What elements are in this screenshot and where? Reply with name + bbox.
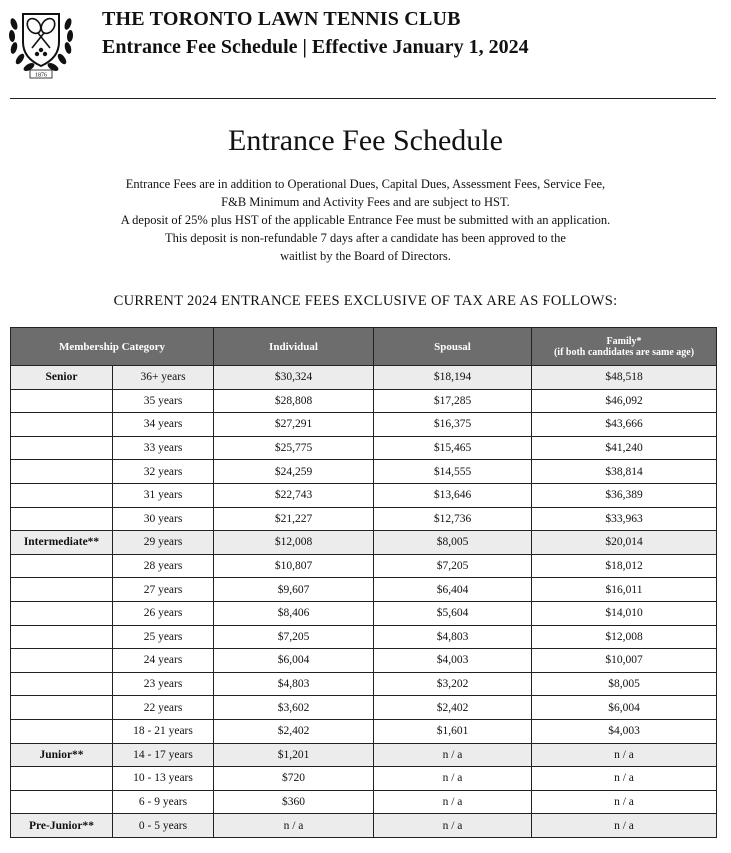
fee-table: [10, 327, 717, 838]
age-cell: 36+ years: [113, 366, 214, 390]
table-header-row: [11, 328, 717, 366]
header-family-note: (if both candidates are same age): [553, 346, 695, 358]
age-cell: 24 years: [113, 649, 214, 673]
family-fee-cell: $4,003: [532, 719, 717, 743]
category-cell: [11, 460, 113, 484]
individual-fee-cell: $30,324: [214, 366, 374, 390]
age-cell: 34 years: [113, 413, 214, 437]
table-row: [11, 625, 717, 649]
category-cell: [11, 672, 113, 696]
family-fee-cell: n / a: [532, 743, 717, 767]
age-cell: 23 years: [113, 672, 214, 696]
category-cell: [11, 625, 113, 649]
category-cell: [11, 436, 113, 460]
spousal-fee-cell: $2,402: [374, 696, 532, 720]
table-row: [11, 436, 717, 460]
family-fee-cell: $48,518: [532, 366, 717, 390]
spousal-fee-cell: $5,604: [374, 601, 532, 625]
intro-line: A deposit of 25% plus HST of the applicable Entrance Fee must be submitted with an application.: [120, 213, 611, 227]
individual-fee-cell: $25,775: [214, 436, 374, 460]
spousal-fee-cell: $18,194: [374, 366, 532, 390]
age-cell: 25 years: [113, 625, 214, 649]
intro-line: Entrance Fees are in addition to Operational Dues, Capital Dues, Assessment Fees, Service Fee,: [125, 177, 606, 191]
family-fee-cell: $8,005: [532, 672, 717, 696]
category-cell: Junior**: [11, 743, 113, 767]
category-cell: [11, 483, 113, 507]
age-cell: 30 years: [113, 507, 214, 531]
club-name: THE TORONTO LAWN TENNIS CLUB: [102, 8, 461, 30]
age-cell: 6 - 9 years: [113, 790, 214, 814]
spousal-fee-cell: $12,736: [374, 507, 532, 531]
family-fee-cell: $14,010: [532, 601, 717, 625]
family-fee-cell: $43,666: [532, 413, 717, 437]
category-cell: [11, 554, 113, 578]
age-cell: 28 years: [113, 554, 214, 578]
header-divider: [10, 98, 716, 99]
family-fee-cell: $6,004: [532, 696, 717, 720]
table-row: [11, 672, 717, 696]
table-row: [11, 696, 717, 720]
age-cell: 33 years: [113, 436, 214, 460]
header-individual: Individual: [214, 328, 374, 366]
table-row: [11, 649, 717, 673]
category-cell: [11, 790, 113, 814]
intro-line: waitlist by the Board of Directors.: [280, 249, 451, 263]
family-fee-cell: $41,240: [532, 436, 717, 460]
table-row: [11, 790, 717, 814]
family-fee-cell: $18,012: [532, 554, 717, 578]
individual-fee-cell: n / a: [214, 814, 374, 838]
spousal-fee-cell: $4,803: [374, 625, 532, 649]
family-fee-cell: $33,963: [532, 507, 717, 531]
intro-paragraph: [0, 175, 731, 265]
age-cell: 27 years: [113, 578, 214, 602]
individual-fee-cell: $12,008: [214, 531, 374, 555]
table-row: [11, 483, 717, 507]
spousal-fee-cell: $15,465: [374, 436, 532, 460]
category-cell: Pre-Junior**: [11, 814, 113, 838]
header-spousal: Spousal: [374, 328, 532, 366]
category-cell: [11, 696, 113, 720]
table-caption: CURRENT 2024 ENTRANCE FEES EXCLUSIVE OF TAX ARE AS FOLLOWS:: [113, 293, 618, 309]
individual-fee-cell: $7,205: [214, 625, 374, 649]
family-fee-cell: $36,389: [532, 483, 717, 507]
category-cell: [11, 578, 113, 602]
age-cell: 35 years: [113, 389, 214, 413]
family-fee-cell: n / a: [532, 767, 717, 791]
table-row: [11, 719, 717, 743]
spousal-fee-cell: $7,205: [374, 554, 532, 578]
individual-fee-cell: $27,291: [214, 413, 374, 437]
table-row: [11, 743, 717, 767]
table-row: [11, 413, 717, 437]
spousal-fee-cell: $14,555: [374, 460, 532, 484]
spousal-fee-cell: n / a: [374, 814, 532, 838]
club-crest-logo: [6, 6, 76, 80]
individual-fee-cell: $360: [214, 790, 374, 814]
spousal-fee-cell: $17,285: [374, 389, 532, 413]
age-cell: 29 years: [113, 531, 214, 555]
age-cell: 32 years: [113, 460, 214, 484]
individual-fee-cell: $28,808: [214, 389, 374, 413]
spousal-fee-cell: $16,375: [374, 413, 532, 437]
individual-fee-cell: $8,406: [214, 601, 374, 625]
family-fee-cell: $16,011: [532, 578, 717, 602]
spousal-fee-cell: n / a: [374, 790, 532, 814]
header-family-label: Family*: [606, 335, 642, 347]
individual-fee-cell: $22,743: [214, 483, 374, 507]
family-fee-cell: n / a: [532, 790, 717, 814]
individual-fee-cell: $6,004: [214, 649, 374, 673]
spousal-fee-cell: $6,404: [374, 578, 532, 602]
individual-fee-cell: $24,259: [214, 460, 374, 484]
table-row: [11, 578, 717, 602]
table-row: [11, 814, 717, 838]
category-cell: [11, 767, 113, 791]
age-cell: 10 - 13 years: [113, 767, 214, 791]
intro-line: F&B Minimum and Activity Fees and are subject to HST.: [221, 195, 510, 209]
spousal-fee-cell: $3,202: [374, 672, 532, 696]
table-row: [11, 507, 717, 531]
individual-fee-cell: $720: [214, 767, 374, 791]
family-fee-cell: $20,014: [532, 531, 717, 555]
spousal-fee-cell: $8,005: [374, 531, 532, 555]
age-cell: 22 years: [113, 696, 214, 720]
individual-fee-cell: $10,807: [214, 554, 374, 578]
logo-year: 1876: [35, 72, 47, 79]
family-fee-cell: $38,814: [532, 460, 717, 484]
table-body: [11, 366, 717, 838]
individual-fee-cell: $2,402: [214, 719, 374, 743]
header-membership-category: Membership Category: [11, 328, 214, 366]
individual-fee-cell: $9,607: [214, 578, 374, 602]
intro-line: This deposit is non-refundable 7 days after a candidate has been approved to the: [165, 231, 566, 245]
age-cell: 18 - 21 years: [113, 719, 214, 743]
page-title: Entrance Fee Schedule: [228, 124, 503, 157]
category-cell: Senior: [11, 366, 113, 390]
spousal-fee-cell: $1,601: [374, 719, 532, 743]
table-row: [11, 531, 717, 555]
category-cell: Intermediate**: [11, 531, 113, 555]
header-family: [532, 328, 717, 366]
age-cell: 0 - 5 years: [113, 814, 214, 838]
family-fee-cell: $46,092: [532, 389, 717, 413]
table-row: [11, 460, 717, 484]
family-fee-cell: $10,007: [532, 649, 717, 673]
age-cell: 26 years: [113, 601, 214, 625]
family-fee-cell: n / a: [532, 814, 717, 838]
table-row: [11, 554, 717, 578]
individual-fee-cell: $21,227: [214, 507, 374, 531]
table-row: [11, 767, 717, 791]
individual-fee-cell: $3,602: [214, 696, 374, 720]
table-row: [11, 366, 717, 390]
spousal-fee-cell: $4,003: [374, 649, 532, 673]
category-cell: [11, 389, 113, 413]
category-cell: [11, 719, 113, 743]
age-cell: 14 - 17 years: [113, 743, 214, 767]
age-cell: 31 years: [113, 483, 214, 507]
category-cell: [11, 507, 113, 531]
category-cell: [11, 413, 113, 437]
table-row: [11, 389, 717, 413]
category-cell: [11, 601, 113, 625]
document-subtitle: Entrance Fee Schedule | Effective January 1, 2024: [102, 36, 529, 58]
spousal-fee-cell: n / a: [374, 743, 532, 767]
individual-fee-cell: $4,803: [214, 672, 374, 696]
spousal-fee-cell: $13,646: [374, 483, 532, 507]
spousal-fee-cell: n / a: [374, 767, 532, 791]
family-fee-cell: $12,008: [532, 625, 717, 649]
page-header: [0, 0, 731, 100]
individual-fee-cell: $1,201: [214, 743, 374, 767]
table-row: [11, 601, 717, 625]
category-cell: [11, 649, 113, 673]
